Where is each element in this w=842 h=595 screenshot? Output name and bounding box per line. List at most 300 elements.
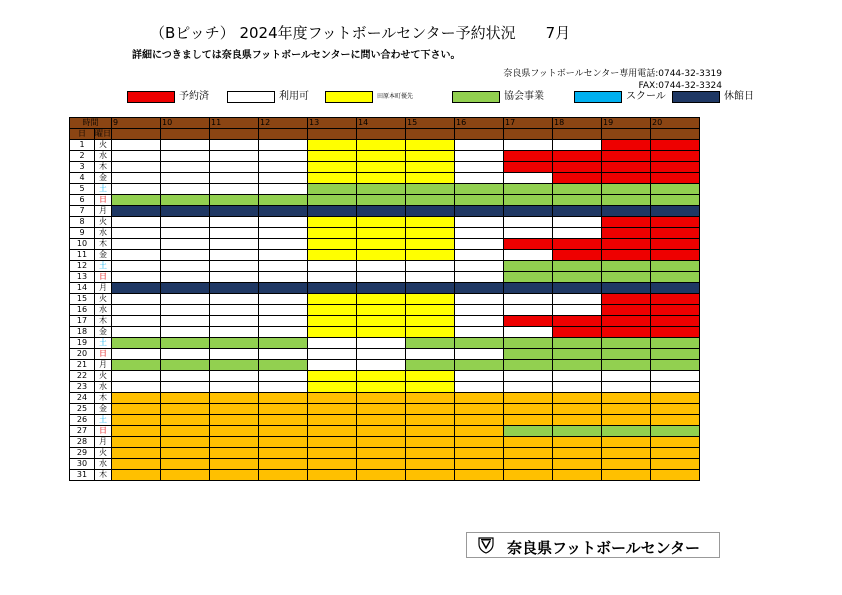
header-blank bbox=[602, 129, 651, 140]
day-of-week: 土 bbox=[95, 338, 112, 349]
time-slot-cell bbox=[455, 360, 504, 371]
time-slot-cell bbox=[651, 437, 700, 448]
time-slot-cell bbox=[651, 393, 700, 404]
time-slot-cell bbox=[553, 426, 602, 437]
time-slot-cell bbox=[602, 371, 651, 382]
time-slot-cell bbox=[161, 239, 210, 250]
day-of-week: 火 bbox=[95, 448, 112, 459]
table-row bbox=[70, 426, 700, 437]
header-blank bbox=[210, 129, 259, 140]
time-slot-cell bbox=[455, 470, 504, 481]
time-slot-cell bbox=[455, 272, 504, 283]
time-slot-cell bbox=[259, 184, 308, 195]
time-slot-cell bbox=[161, 371, 210, 382]
header-hour: 17 bbox=[504, 118, 553, 129]
table-row bbox=[70, 162, 700, 173]
time-slot-cell bbox=[357, 404, 406, 415]
table-row bbox=[70, 283, 700, 294]
time-slot-cell bbox=[455, 382, 504, 393]
day-number: 25 bbox=[70, 404, 95, 415]
time-slot-cell bbox=[553, 316, 602, 327]
time-slot-cell bbox=[651, 206, 700, 217]
table-row bbox=[70, 349, 700, 360]
time-slot-cell bbox=[651, 338, 700, 349]
time-slot-cell bbox=[553, 151, 602, 162]
time-slot-cell bbox=[455, 250, 504, 261]
time-slot-cell bbox=[504, 448, 553, 459]
time-slot-cell bbox=[308, 371, 357, 382]
time-slot-cell bbox=[112, 448, 161, 459]
time-slot-cell bbox=[651, 173, 700, 184]
time-slot-cell bbox=[357, 206, 406, 217]
time-slot-cell bbox=[259, 140, 308, 151]
time-slot-cell bbox=[651, 217, 700, 228]
time-slot-cell bbox=[602, 459, 651, 470]
time-slot-cell bbox=[210, 272, 259, 283]
legend-label: スクール bbox=[626, 91, 666, 102]
time-slot-cell bbox=[406, 437, 455, 448]
time-slot-cell bbox=[308, 283, 357, 294]
time-slot-cell bbox=[112, 371, 161, 382]
time-slot-cell bbox=[504, 195, 553, 206]
logo-text: 奈良県フットボールセンター bbox=[507, 539, 701, 557]
time-slot-cell bbox=[357, 393, 406, 404]
time-slot-cell bbox=[406, 349, 455, 360]
time-slot-cell bbox=[259, 327, 308, 338]
time-slot-cell bbox=[602, 393, 651, 404]
day-of-week: 土 bbox=[95, 184, 112, 195]
header-time: 時間 bbox=[70, 118, 112, 129]
day-number: 22 bbox=[70, 371, 95, 382]
time-slot-cell bbox=[553, 338, 602, 349]
time-slot-cell bbox=[210, 151, 259, 162]
time-slot-cell bbox=[504, 349, 553, 360]
time-slot-cell bbox=[357, 151, 406, 162]
time-slot-cell bbox=[112, 426, 161, 437]
time-slot-cell bbox=[161, 404, 210, 415]
time-slot-cell bbox=[161, 228, 210, 239]
time-slot-cell bbox=[210, 316, 259, 327]
table-row bbox=[70, 459, 700, 470]
day-number: 6 bbox=[70, 195, 95, 206]
time-slot-cell bbox=[259, 294, 308, 305]
time-slot-cell bbox=[553, 327, 602, 338]
legend-swatch bbox=[452, 91, 500, 103]
time-slot-cell bbox=[504, 151, 553, 162]
time-slot-cell bbox=[161, 470, 210, 481]
time-slot-cell bbox=[357, 305, 406, 316]
time-slot-cell bbox=[504, 415, 553, 426]
time-slot-cell bbox=[602, 338, 651, 349]
time-slot-cell bbox=[504, 338, 553, 349]
time-slot-cell bbox=[210, 349, 259, 360]
table-row bbox=[70, 327, 700, 338]
time-slot-cell bbox=[602, 327, 651, 338]
day-number: 2 bbox=[70, 151, 95, 162]
table-row bbox=[70, 140, 700, 151]
time-slot-cell bbox=[455, 239, 504, 250]
time-slot-cell bbox=[455, 371, 504, 382]
time-slot-cell bbox=[210, 360, 259, 371]
table-row bbox=[70, 338, 700, 349]
time-slot-cell bbox=[210, 404, 259, 415]
time-slot-cell bbox=[602, 140, 651, 151]
legend-swatch bbox=[672, 91, 720, 103]
time-slot-cell bbox=[112, 415, 161, 426]
time-slot-cell bbox=[406, 393, 455, 404]
table-row bbox=[70, 382, 700, 393]
day-number: 8 bbox=[70, 217, 95, 228]
time-slot-cell bbox=[455, 437, 504, 448]
time-slot-cell bbox=[161, 294, 210, 305]
time-slot-cell bbox=[357, 294, 406, 305]
day-of-week: 土 bbox=[95, 261, 112, 272]
time-slot-cell bbox=[210, 261, 259, 272]
time-slot-cell bbox=[161, 415, 210, 426]
time-slot-cell bbox=[308, 239, 357, 250]
time-slot-cell bbox=[553, 305, 602, 316]
time-slot-cell bbox=[455, 327, 504, 338]
time-slot-cell bbox=[161, 173, 210, 184]
time-slot-cell bbox=[357, 184, 406, 195]
time-slot-cell bbox=[602, 437, 651, 448]
time-slot-cell bbox=[602, 283, 651, 294]
time-slot-cell bbox=[210, 217, 259, 228]
time-slot-cell bbox=[651, 140, 700, 151]
time-slot-cell bbox=[455, 305, 504, 316]
time-slot-cell bbox=[651, 415, 700, 426]
time-slot-cell bbox=[161, 316, 210, 327]
time-slot-cell bbox=[259, 426, 308, 437]
day-of-week: 水 bbox=[95, 151, 112, 162]
time-slot-cell bbox=[308, 349, 357, 360]
time-slot-cell bbox=[357, 195, 406, 206]
legend-swatch bbox=[227, 91, 275, 103]
time-slot-cell bbox=[259, 272, 308, 283]
time-slot-cell bbox=[308, 316, 357, 327]
time-slot-cell bbox=[112, 151, 161, 162]
day-number: 7 bbox=[70, 206, 95, 217]
time-slot-cell bbox=[504, 316, 553, 327]
time-slot-cell bbox=[210, 327, 259, 338]
header-blank bbox=[553, 129, 602, 140]
time-slot-cell bbox=[308, 272, 357, 283]
time-slot-cell bbox=[308, 404, 357, 415]
time-slot-cell bbox=[406, 448, 455, 459]
day-of-week: 水 bbox=[95, 459, 112, 470]
time-slot-cell bbox=[553, 459, 602, 470]
time-slot-cell bbox=[259, 393, 308, 404]
time-slot-cell bbox=[357, 470, 406, 481]
time-slot-cell bbox=[602, 206, 651, 217]
time-slot-cell bbox=[357, 371, 406, 382]
time-slot-cell bbox=[210, 393, 259, 404]
time-slot-cell bbox=[651, 151, 700, 162]
time-slot-cell bbox=[112, 239, 161, 250]
time-slot-cell bbox=[161, 459, 210, 470]
time-slot-cell bbox=[308, 470, 357, 481]
time-slot-cell bbox=[308, 162, 357, 173]
time-slot-cell bbox=[553, 437, 602, 448]
header-row-time bbox=[70, 118, 700, 129]
time-slot-cell bbox=[308, 327, 357, 338]
time-slot-cell bbox=[210, 162, 259, 173]
time-slot-cell bbox=[259, 382, 308, 393]
header-hour: 9 bbox=[112, 118, 161, 129]
table-row bbox=[70, 151, 700, 162]
time-slot-cell bbox=[651, 272, 700, 283]
time-slot-cell bbox=[112, 272, 161, 283]
time-slot-cell bbox=[210, 173, 259, 184]
time-slot-cell bbox=[308, 393, 357, 404]
day-number: 27 bbox=[70, 426, 95, 437]
header-blank bbox=[161, 129, 210, 140]
time-slot-cell bbox=[406, 272, 455, 283]
header-blank bbox=[259, 129, 308, 140]
time-slot-cell bbox=[504, 327, 553, 338]
time-slot-cell bbox=[259, 316, 308, 327]
time-slot-cell bbox=[651, 448, 700, 459]
time-slot-cell bbox=[259, 261, 308, 272]
day-of-week: 日 bbox=[95, 349, 112, 360]
time-slot-cell bbox=[504, 294, 553, 305]
time-slot-cell bbox=[602, 316, 651, 327]
time-slot-cell bbox=[553, 173, 602, 184]
time-slot-cell bbox=[504, 140, 553, 151]
time-slot-cell bbox=[357, 239, 406, 250]
time-slot-cell bbox=[112, 294, 161, 305]
table-row bbox=[70, 470, 700, 481]
time-slot-cell bbox=[455, 206, 504, 217]
time-slot-cell bbox=[651, 162, 700, 173]
time-slot-cell bbox=[112, 338, 161, 349]
legend-swatch bbox=[127, 91, 175, 103]
time-slot-cell bbox=[357, 426, 406, 437]
time-slot-cell bbox=[308, 206, 357, 217]
time-slot-cell bbox=[161, 283, 210, 294]
time-slot-cell bbox=[210, 228, 259, 239]
time-slot-cell bbox=[455, 338, 504, 349]
table-row bbox=[70, 206, 700, 217]
time-slot-cell bbox=[259, 206, 308, 217]
time-slot-cell bbox=[406, 305, 455, 316]
time-slot-cell bbox=[455, 162, 504, 173]
time-slot-cell bbox=[406, 250, 455, 261]
time-slot-cell bbox=[602, 239, 651, 250]
header-blank bbox=[406, 129, 455, 140]
time-slot-cell bbox=[161, 151, 210, 162]
time-slot-cell bbox=[112, 360, 161, 371]
time-slot-cell bbox=[602, 360, 651, 371]
time-slot-cell bbox=[504, 459, 553, 470]
time-slot-cell bbox=[308, 184, 357, 195]
time-slot-cell bbox=[455, 448, 504, 459]
time-slot-cell bbox=[406, 459, 455, 470]
header-blank bbox=[504, 129, 553, 140]
time-slot-cell bbox=[602, 470, 651, 481]
time-slot-cell bbox=[602, 228, 651, 239]
time-slot-cell bbox=[210, 338, 259, 349]
time-slot-cell bbox=[651, 459, 700, 470]
time-slot-cell bbox=[161, 162, 210, 173]
time-slot-cell bbox=[161, 349, 210, 360]
time-slot-cell bbox=[112, 393, 161, 404]
time-slot-cell bbox=[112, 459, 161, 470]
time-slot-cell bbox=[406, 382, 455, 393]
time-slot-cell bbox=[112, 327, 161, 338]
header-hour: 13 bbox=[308, 118, 357, 129]
time-slot-cell bbox=[308, 228, 357, 239]
time-slot-cell bbox=[259, 338, 308, 349]
reservation-table bbox=[69, 117, 700, 481]
time-slot-cell bbox=[406, 415, 455, 426]
time-slot-cell bbox=[504, 250, 553, 261]
time-slot-cell bbox=[602, 448, 651, 459]
time-slot-cell bbox=[210, 206, 259, 217]
table-row bbox=[70, 316, 700, 327]
table-row bbox=[70, 173, 700, 184]
time-slot-cell bbox=[357, 459, 406, 470]
time-slot-cell bbox=[406, 470, 455, 481]
time-slot-cell bbox=[112, 250, 161, 261]
time-slot-cell bbox=[553, 162, 602, 173]
legend-label: 休館日 bbox=[724, 91, 754, 102]
time-slot-cell bbox=[504, 228, 553, 239]
time-slot-cell bbox=[455, 426, 504, 437]
time-slot-cell bbox=[210, 294, 259, 305]
day-number: 30 bbox=[70, 459, 95, 470]
time-slot-cell bbox=[259, 459, 308, 470]
time-slot-cell bbox=[455, 415, 504, 426]
time-slot-cell bbox=[308, 305, 357, 316]
header-blank bbox=[308, 129, 357, 140]
day-number: 28 bbox=[70, 437, 95, 448]
time-slot-cell bbox=[651, 195, 700, 206]
day-of-week: 土 bbox=[95, 415, 112, 426]
table-row bbox=[70, 360, 700, 371]
day-number: 4 bbox=[70, 173, 95, 184]
time-slot-cell bbox=[553, 371, 602, 382]
time-slot-cell bbox=[308, 382, 357, 393]
time-slot-cell bbox=[602, 426, 651, 437]
time-slot-cell bbox=[406, 228, 455, 239]
day-of-week: 日 bbox=[95, 272, 112, 283]
time-slot-cell bbox=[161, 360, 210, 371]
time-slot-cell bbox=[259, 239, 308, 250]
table-row bbox=[70, 437, 700, 448]
time-slot-cell bbox=[210, 184, 259, 195]
time-slot-cell bbox=[651, 294, 700, 305]
header-blank bbox=[112, 129, 161, 140]
time-slot-cell bbox=[308, 415, 357, 426]
time-slot-cell bbox=[553, 272, 602, 283]
table-row bbox=[70, 250, 700, 261]
time-slot-cell bbox=[308, 250, 357, 261]
day-number: 19 bbox=[70, 338, 95, 349]
time-slot-cell bbox=[602, 195, 651, 206]
time-slot-cell bbox=[161, 140, 210, 151]
day-number: 31 bbox=[70, 470, 95, 481]
time-slot-cell bbox=[161, 327, 210, 338]
time-slot-cell bbox=[112, 283, 161, 294]
table-row bbox=[70, 371, 700, 382]
time-slot-cell bbox=[504, 393, 553, 404]
time-slot-cell bbox=[651, 283, 700, 294]
day-number: 18 bbox=[70, 327, 95, 338]
time-slot-cell bbox=[602, 184, 651, 195]
header-blank bbox=[455, 129, 504, 140]
time-slot-cell bbox=[651, 250, 700, 261]
day-number: 23 bbox=[70, 382, 95, 393]
header-hour: 18 bbox=[553, 118, 602, 129]
time-slot-cell bbox=[651, 305, 700, 316]
time-slot-cell bbox=[357, 448, 406, 459]
time-slot-cell bbox=[259, 448, 308, 459]
time-slot-cell bbox=[406, 162, 455, 173]
time-slot-cell bbox=[357, 437, 406, 448]
time-slot-cell bbox=[259, 437, 308, 448]
day-of-week: 金 bbox=[95, 404, 112, 415]
time-slot-cell bbox=[112, 316, 161, 327]
time-slot-cell bbox=[651, 261, 700, 272]
time-slot-cell bbox=[112, 173, 161, 184]
time-slot-cell bbox=[553, 448, 602, 459]
day-of-week: 木 bbox=[95, 470, 112, 481]
time-slot-cell bbox=[602, 261, 651, 272]
header-hour: 12 bbox=[259, 118, 308, 129]
day-number: 13 bbox=[70, 272, 95, 283]
time-slot-cell bbox=[455, 283, 504, 294]
time-slot-cell bbox=[210, 371, 259, 382]
legend-swatch bbox=[325, 91, 373, 103]
time-slot-cell bbox=[112, 195, 161, 206]
table-row bbox=[70, 184, 700, 195]
time-slot-cell bbox=[406, 316, 455, 327]
header-hour: 19 bbox=[602, 118, 651, 129]
time-slot-cell bbox=[357, 338, 406, 349]
header-hour: 16 bbox=[455, 118, 504, 129]
day-of-week: 月 bbox=[95, 437, 112, 448]
table-row bbox=[70, 294, 700, 305]
time-slot-cell bbox=[112, 261, 161, 272]
logo-banner bbox=[466, 532, 720, 558]
table-row bbox=[70, 404, 700, 415]
time-slot-cell bbox=[553, 195, 602, 206]
day-number: 10 bbox=[70, 239, 95, 250]
header-hour: 15 bbox=[406, 118, 455, 129]
time-slot-cell bbox=[357, 349, 406, 360]
time-slot-cell bbox=[259, 349, 308, 360]
table-row bbox=[70, 217, 700, 228]
header-hour: 14 bbox=[357, 118, 406, 129]
time-slot-cell bbox=[259, 217, 308, 228]
time-slot-cell bbox=[357, 162, 406, 173]
time-slot-cell bbox=[357, 140, 406, 151]
time-slot-cell bbox=[553, 228, 602, 239]
time-slot-cell bbox=[308, 459, 357, 470]
time-slot-cell bbox=[112, 206, 161, 217]
time-slot-cell bbox=[504, 184, 553, 195]
time-slot-cell bbox=[210, 426, 259, 437]
day-number: 15 bbox=[70, 294, 95, 305]
time-slot-cell bbox=[602, 162, 651, 173]
day-number: 21 bbox=[70, 360, 95, 371]
table-row bbox=[70, 195, 700, 206]
time-slot-cell bbox=[455, 228, 504, 239]
time-slot-cell bbox=[455, 261, 504, 272]
time-slot-cell bbox=[210, 437, 259, 448]
time-slot-cell bbox=[504, 173, 553, 184]
